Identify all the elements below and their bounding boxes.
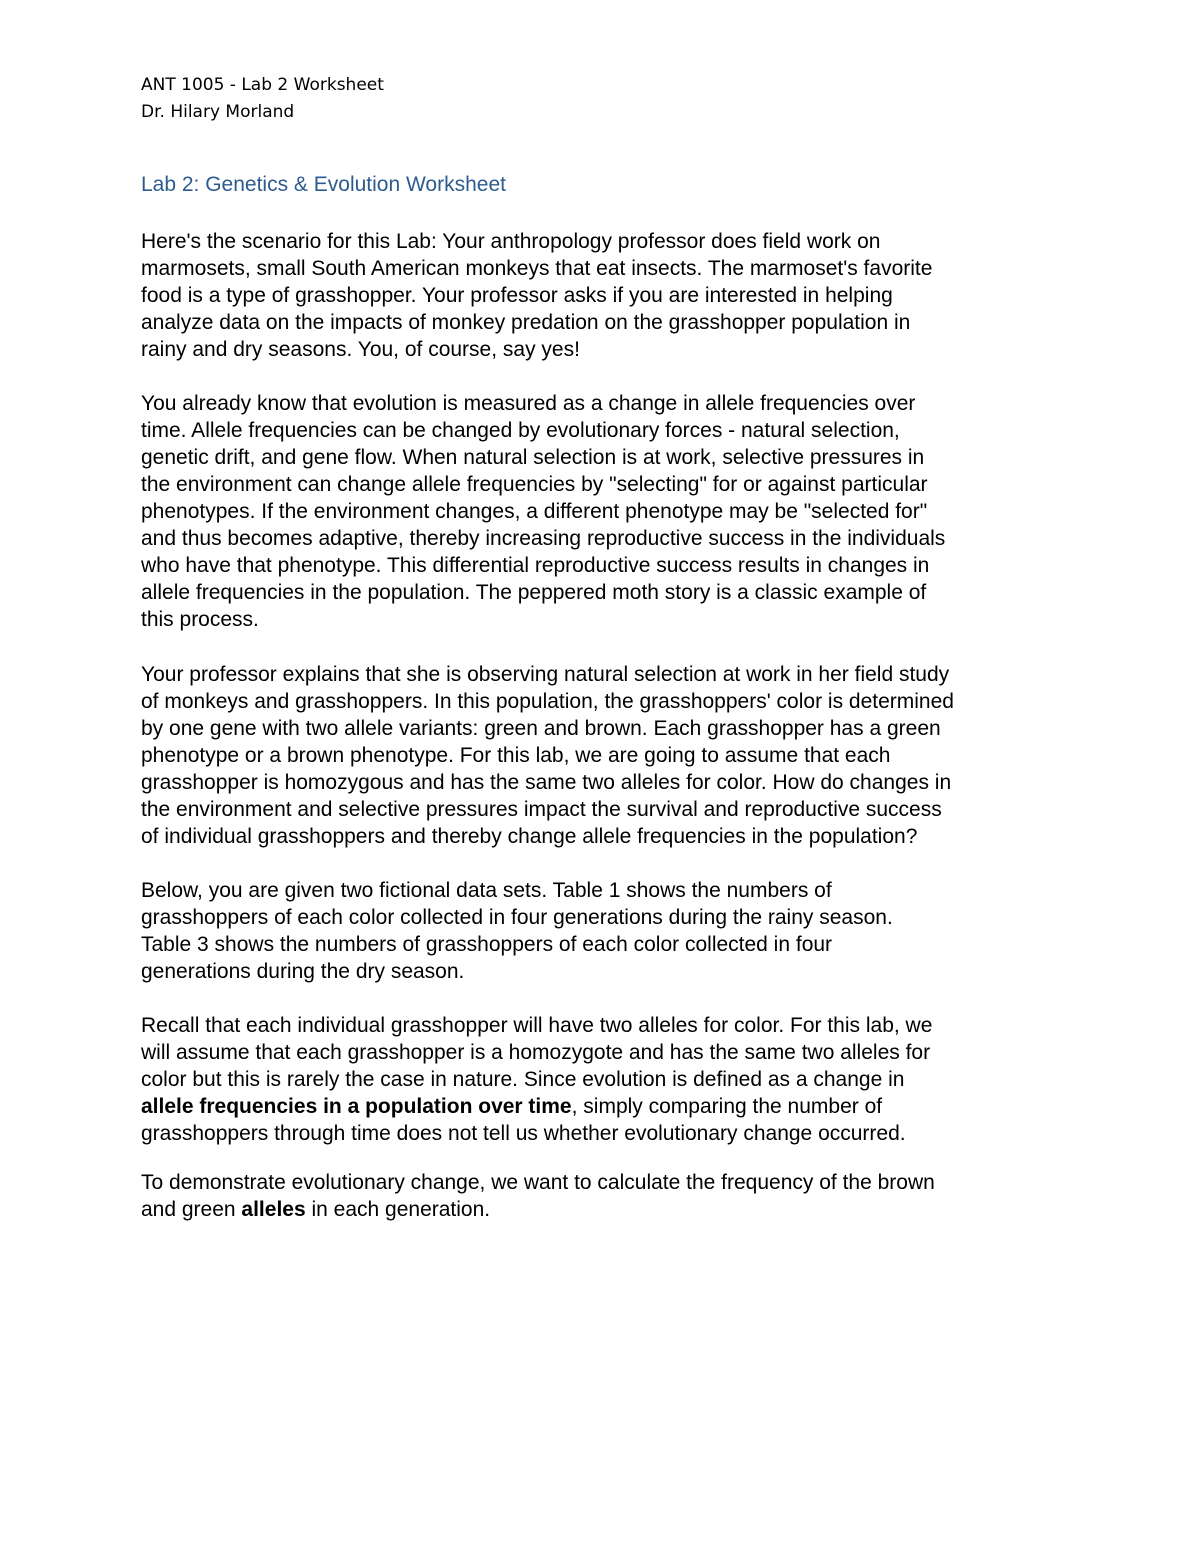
bold-emphasis: allele frequencies in a population over time xyxy=(141,1095,572,1118)
text-line: allele frequencies in the population. The peppered moth story is a classic example of xyxy=(141,581,927,604)
text-line: of monkeys and grasshoppers. In this population, the grasshoppers' color is determined xyxy=(141,690,954,713)
text-fragment: in each generation. xyxy=(305,1198,491,1221)
text-line: generations during the dry season. xyxy=(141,960,465,983)
text-line: of individual grasshoppers and thereby change allele frequencies in the population? xyxy=(141,825,918,848)
text-line: Table 3 shows the numbers of grasshoppers of each color collected in four xyxy=(141,933,833,956)
paragraph-scenario xyxy=(141,228,932,363)
text-fragment: and green xyxy=(141,1198,242,1221)
text-line: and thus becomes adaptive, thereby increasing reproductive success in the individuals xyxy=(141,527,946,550)
text-line: the environment and selective pressures impact the survival and reproductive success xyxy=(141,798,942,821)
text-line: grasshoppers of each color collected in four generations during the rainy season. xyxy=(141,906,893,929)
paragraph-recall xyxy=(141,1012,932,1147)
paragraph-data-sets xyxy=(141,877,893,985)
text-line: To demonstrate evolutionary change, we want to calculate the frequency of the brown xyxy=(141,1171,935,1194)
instructor-name: Dr. Hilary Morland xyxy=(141,102,295,122)
document-header xyxy=(141,72,384,126)
text-line: phenotypes. If the environment changes, a different phenotype may be "selected for" xyxy=(141,500,928,523)
text-line: Recall that each individual grasshopper will have two alleles for color. For this lab, we xyxy=(141,1014,933,1037)
paragraph-evolution xyxy=(141,390,945,633)
text-line: Below, you are given two fictional data sets. Table 1 shows the numbers of xyxy=(141,879,832,902)
text-line: genetic drift, and gene flow. When natural selection is at work, selective pressures in xyxy=(141,446,925,469)
text-line: will assume that each grasshopper is a homozygote and has the same two alleles for xyxy=(141,1041,931,1064)
text-line xyxy=(141,1093,932,1120)
text-line: marmosets, small South American monkeys that eat insects. The marmoset's favorite xyxy=(141,257,933,280)
text-line: who have that phenotype. This differential reproductive success results in changes in xyxy=(141,554,930,577)
text-line: time. Allele frequencies can be changed by evolutionary forces - natural selection, xyxy=(141,419,900,442)
text-line: color but this is rarely the case in nature. Since evolution is defined as a change in xyxy=(141,1068,905,1091)
text-line: food is a type of grasshopper. Your professor asks if you are interested in helping xyxy=(141,284,893,307)
text-line: rainy and dry seasons. You, of course, say yes! xyxy=(141,338,580,361)
paragraph-field-study xyxy=(141,661,954,850)
worksheet-title: Lab 2: Genetics & Evolution Worksheet xyxy=(141,173,506,196)
text-line: this process. xyxy=(141,608,259,631)
text-line xyxy=(141,1196,935,1223)
text-line: You already know that evolution is measured as a change in allele frequencies over xyxy=(141,392,916,415)
text-line: by one gene with two allele variants: green and brown. Each grasshopper has a green xyxy=(141,717,941,740)
bold-emphasis: alleles xyxy=(241,1198,306,1221)
text-line: analyze data on the impacts of monkey predation on the grasshopper population in xyxy=(141,311,911,334)
text-line: phenotype or a brown phenotype. For this lab, we are going to assume that each xyxy=(141,744,891,767)
course-title: ANT 1005 - Lab 2 Worksheet xyxy=(141,75,384,95)
text-line: grasshoppers through time does not tell us whether evolutionary change occurred. xyxy=(141,1122,906,1145)
text-line: grasshopper is homozygous and has the same two alleles for color. How do changes in xyxy=(141,771,952,794)
text-line: Your professor explains that she is observing natural selection at work in her field study xyxy=(141,663,950,686)
text-line: Here's the scenario for this Lab: Your anthropology professor does field work on xyxy=(141,230,881,253)
text-fragment: , simply comparing the number of xyxy=(571,1095,883,1118)
paragraph-demonstrate xyxy=(141,1169,935,1223)
text-line: the environment can change allele frequencies by "selecting" for or against particular xyxy=(141,473,928,496)
